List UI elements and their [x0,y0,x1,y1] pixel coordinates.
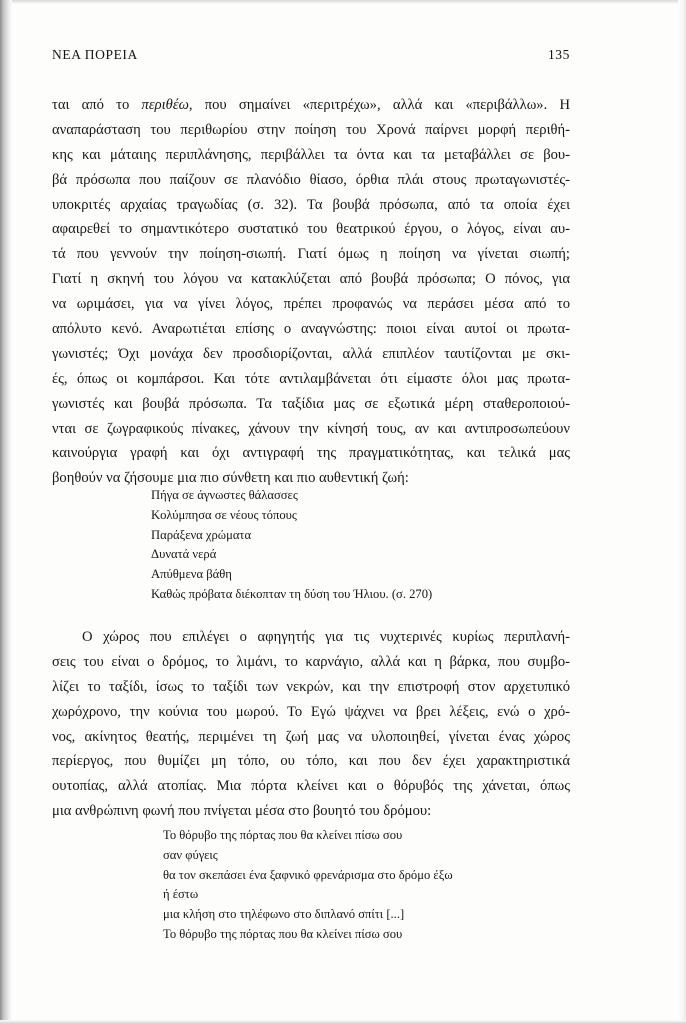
journal-title: ΝΕΑ ΠΟΡΕΙΑ [52,47,138,62]
verse-line: Δυνατά νερά [151,547,217,562]
verse-quotation-1 [151,486,432,605]
text-line: γωνιστές; Όχι μονάχα δεν προσδιορίζονται, αλλά επιπλέον ταυτίζονται με σκι- [52,345,570,362]
verse-quotation-2 [163,826,453,945]
page-bottom-edge [0,1020,686,1024]
paragraph-2 [52,625,570,824]
page-right-edge [678,0,686,1024]
page-top-edge [0,0,686,4]
text-line: ές, όπως οι κομπάρσοι. Και τότε αντιλαμβάνεται ότι είμαστε όλοι μας πρωτα- [52,370,570,387]
italic-term: περιθέω [141,97,189,113]
text-line: να ωριμάσει, για να γίνει λόγος, πρέπει προφανώς να περάσει μέσα από το [52,296,570,313]
verse-line: Παράξενα χρώματα [151,527,252,542]
verse-line: Το θόρυβο της πόρτας που θα κλείνει πίσω σου [163,926,403,941]
text-line: χωρόχρονο, την κούνια του μωρού. Το Εγώ ψάχνει να βρει λέξεις, ενώ ο χρό- [52,703,570,720]
text-line: τά που γεννούν την ποίηση-σιωπή. Γιατί όμως η ποίηση να γίνεται σιωπή; [52,246,570,263]
text-span: ται από το [52,97,142,113]
text-line: αναπαράσταση του περιθωρίου στην ποίηση του Χρονά παίρνει μορφή περιθή- [52,121,570,138]
text-line: υποκριτές αρχαίας τραγωδίας (σ. 32). Τα βουβά πρόσωπα, από τα οποία έχει [52,196,570,213]
book-gutter-shadow [0,0,12,1024]
text-line: απόλυτο κενό. Αναρωτιέται επίσης ο αναγνώστης: ποιοι είναι αυτοί οι πρωτα- [52,321,570,338]
verse-line: Πήγα σε άγνωστες θάλασσες [151,488,298,502]
text-line: περίεργος, που θυμίζει μη τόπο, ου τόπο, και που δεν έχει χαρακτηριστικά [52,753,570,770]
verse-line: Κολύμπησα σε νέους τόπους [151,507,297,522]
verse-line: θα τον σκεπάσει ένα ξαφνικό φρενάρισμα στο δρόμο έξω [163,867,453,882]
paragraph-1 [52,93,570,491]
verse-line: σαν φύγεις [163,847,218,862]
text-line: λίζει το ταξίδι, ίσως το ταξίδι των νεκρών, και την επιστροφή στον αρχετυπικό [52,678,570,695]
text-line [52,93,570,118]
text-line: μια ανθρώπινη φωνή που πνίγεται μέσα στο βουητό του δρόμου: [52,803,432,820]
text-line: Γιατί η σκηνή του λόγου να κατακλύζεται από βουβά πρόσωπα; Ο πόνος, για [52,271,570,288]
text-line: γωνιστές και βουβά πρόσωπα. Τα ταξίδια μας σε εξωτικά μέρη σταθεροποιού- [52,395,570,412]
text-line: κης και μάταιης περιπλάνησης, περιβάλλει τα όντα και τα μεταβάλλει σε βου- [52,146,570,163]
verse-line: Απύθμενα βάθη [151,567,232,582]
page-number: 135 [547,47,570,62]
text-line: βά πρόσωπα που παίζουν σε πλανόδιο θίασο, όρθια πλάι στους πρωταγωνιστές- [52,171,570,188]
text-line: νται σε ζωγραφικούς πίνακες, χάνουν την κίνησή τους, αν και αντιπροσωπεύουν [52,420,570,437]
verse-line: μια κλήση στο τηλέφωνο στο διπλανό σπίτι [...] [163,907,405,922]
text-line: νος, ακίνητος θεατής, περιμένει τη ζωή μας να υλοποιηθεί, γίνεται ένας χώρος [52,728,570,745]
verse-line: ή έστω [163,887,199,902]
text-span: , που σημαίνει «περιτρέχω», αλλά και «περιβάλλω». Η [188,97,571,113]
text-line: καινούργια γραφή και όχι αντιγραφή της πραγματικότητας, και τελικά μας [52,445,570,462]
text-line: Ο χώρος που επιλέγει ο αφηγητής για τις νυχτερινές κυρίως περιπλανή- [82,629,570,645]
text-line: σεις του είναι ο δρόμος, το λιμάνι, το καρνάγιο, αλλά και η βάρκα, που συμβο- [52,653,570,670]
verse-line: Καθώς πρόβατα διέκοπταν τη δύση του Ήλιου. (σ. 270) [151,586,433,601]
text-line: βοηθούν να ζήσουμε μια πιο σύνθετη και πιο αυθεντική ζωή: [52,470,409,487]
text-line: ουτοπίας, αλλά ατοπίας. Μια πόρτα κλείνει και ο θόρυβός της χάνεται, όπως [52,778,570,795]
verse-line: Το θόρυβο της πόρτας που θα κλείνει πίσω σου [163,828,403,842]
text-line: αφαιρεθεί το σημαντικότερο συστατικό του θεατρικού έργου, ο λόγος, είναι αυ- [52,221,570,238]
